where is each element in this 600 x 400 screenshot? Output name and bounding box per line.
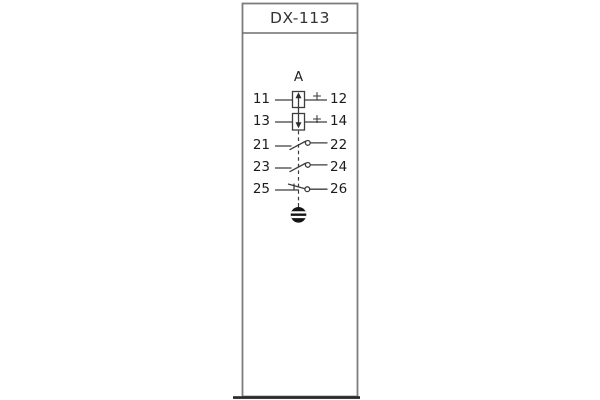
polarity-plus-row1: + <box>311 88 323 103</box>
terminal-22-label: 22 <box>330 137 348 153</box>
terminal-11-label: 11 <box>252 91 270 107</box>
screw-terminal-icon <box>290 207 307 223</box>
terminal-14-label: 14 <box>330 113 348 129</box>
fixed-contact-circle <box>305 187 310 192</box>
contact-stop-25-26 <box>275 184 328 192</box>
terminal-24-label: 24 <box>330 159 348 175</box>
terminal-21-label: 21 <box>252 137 270 153</box>
terminal-26-label: 26 <box>330 181 348 197</box>
fixed-contact-circle <box>305 163 310 168</box>
fixed-contact-circle <box>305 141 310 146</box>
contact-no-21-22 <box>275 141 328 150</box>
coil-arrows <box>296 92 302 128</box>
terminal-23-label: 23 <box>252 159 270 175</box>
contact-arm <box>288 184 306 189</box>
case-base-bar <box>233 396 360 399</box>
relay-model-title: DX-113 <box>270 9 330 27</box>
terminal-25-label: 25 <box>252 181 270 197</box>
terminal-13-label: 13 <box>252 113 270 129</box>
contact-arm <box>290 163 307 172</box>
polarity-plus-row2: + <box>311 111 323 126</box>
case-outline <box>243 4 358 397</box>
relay-case <box>233 4 360 399</box>
contact-no-23-24 <box>275 163 328 172</box>
contact-arm <box>290 141 307 150</box>
terminal-12-label: 12 <box>330 91 348 107</box>
coil-group-label: A <box>293 69 304 85</box>
